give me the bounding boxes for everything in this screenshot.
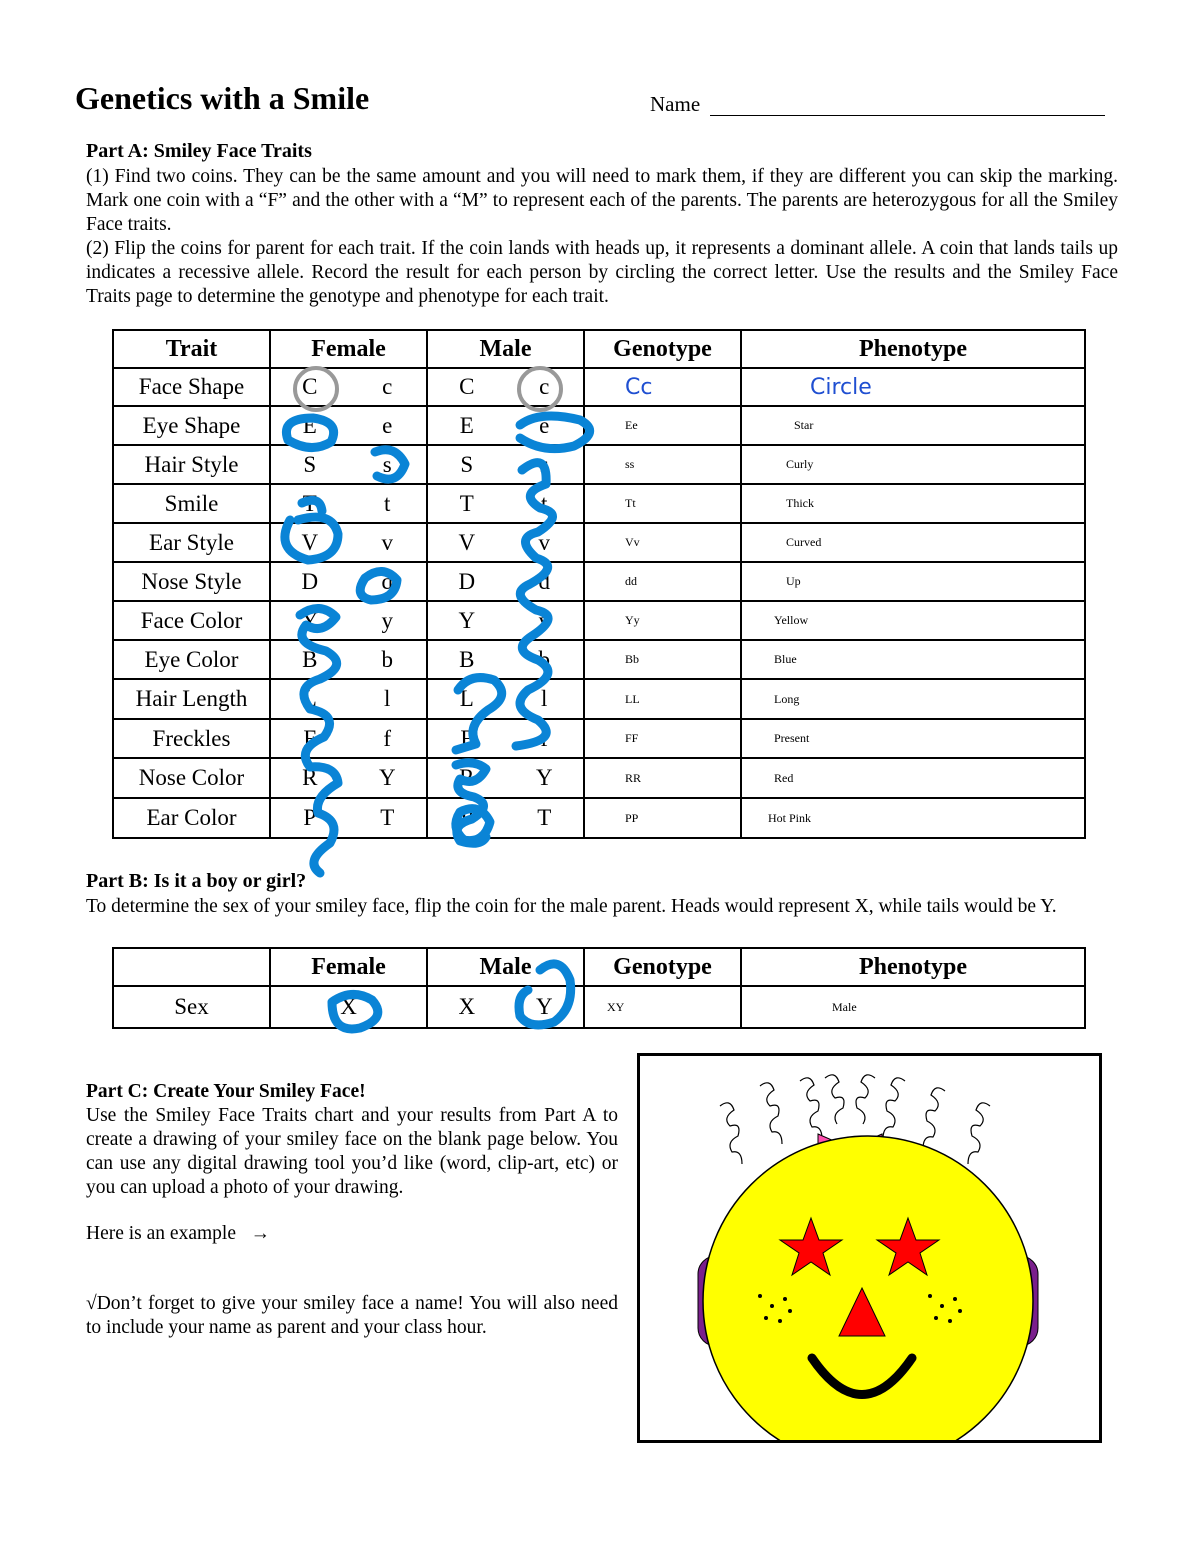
sex-trait: Sex: [113, 986, 270, 1028]
female-dominant-allele[interactable]: F: [303, 725, 317, 751]
genotype-cell[interactable]: PP: [584, 798, 741, 838]
trait-name: Face Shape: [113, 368, 270, 406]
sex-male[interactable]: [427, 986, 584, 1028]
female-alleles[interactable]: [270, 406, 427, 445]
part-b-paragraph: To determine the sex of your smiley face, flip the coin for the male parent. Heads would represent X, while tails would be Y.: [86, 896, 1057, 917]
part-c-heading: Part C: Create Your Smiley Face!: [86, 1081, 366, 1102]
female-recessive-allele[interactable]: v: [381, 529, 393, 555]
phenotype-cell[interactable]: Circle: [741, 368, 1085, 406]
male-recessive-allele[interactable]: t: [541, 490, 548, 516]
trait-name: Ear Color: [113, 798, 270, 838]
trait-name: Eye Color: [113, 640, 270, 679]
col-female: Female: [270, 330, 427, 368]
phenotype-cell[interactable]: Red: [741, 758, 1085, 798]
phenotype-cell[interactable]: Yellow: [741, 601, 1085, 640]
trait-name: Nose Color: [113, 758, 270, 798]
trait-name: Face Color: [113, 601, 270, 640]
sex-female-allele[interactable]: X: [340, 994, 357, 1019]
female-recessive-allele[interactable]: l: [384, 686, 391, 711]
female-dominant-allele[interactable]: R: [302, 765, 318, 790]
trait-name: Freckles: [113, 719, 270, 758]
female-alleles[interactable]: [270, 679, 427, 719]
male-alleles[interactable]: [427, 798, 584, 838]
name-label: Name: [650, 92, 701, 116]
male-alleles[interactable]: [427, 406, 584, 445]
trait-row: [113, 406, 1085, 445]
male-recessive-allele[interactable]: d: [538, 568, 550, 594]
name-field-line[interactable]: [710, 115, 1105, 116]
male-recessive-allele[interactable]: b: [538, 646, 550, 672]
male-alleles[interactable]: [427, 368, 584, 406]
sex-male-allele-2[interactable]: Y: [535, 994, 553, 1019]
female-recessive-allele[interactable]: s: [382, 451, 392, 477]
example-smiley-drawing: [640, 1056, 1099, 1440]
trait-name: Hair Style: [113, 445, 270, 484]
male-recessive-allele[interactable]: T: [537, 805, 552, 830]
phenotype-cell[interactable]: Long: [741, 679, 1085, 719]
female-dominant-allele[interactable]: C: [302, 374, 318, 399]
female-dominant-allele[interactable]: V: [301, 529, 319, 555]
sex-row: [113, 986, 1085, 1028]
example-smiley-frame: [637, 1053, 1102, 1443]
col-trait: Trait: [113, 330, 270, 368]
part-a-paragraph-1: (1) Find two coins. They can be the same amount and you will need to mark them, if they are different you can skip the marking. Mark one coin with a “F” and the other with a “M” to represent each of the parents. The parents are heterozygous for all the Smiley Face traits.: [86, 166, 1118, 235]
genotype-cell[interactable]: Bb: [584, 640, 741, 679]
male-alleles[interactable]: [427, 601, 584, 640]
female-recessive-allele[interactable]: b: [381, 646, 393, 672]
genotype-cell[interactable]: Cc: [584, 368, 741, 406]
trait-row: [113, 368, 1085, 406]
genotype-cell[interactable]: Vv: [584, 523, 741, 562]
part-b-heading: Part B: Is it a boy or girl?: [86, 870, 307, 892]
page-title: Genetics with a Smile: [75, 80, 370, 116]
female-alleles[interactable]: [270, 640, 427, 679]
genotype-cell[interactable]: LL: [584, 679, 741, 719]
example-label: Here is an example: [86, 1223, 236, 1244]
sex-phenotype[interactable]: Male: [741, 986, 1085, 1028]
trait-row: [113, 601, 1085, 640]
male-alleles[interactable]: [427, 719, 584, 758]
female-dominant-allele[interactable]: B: [302, 646, 318, 672]
sex-header-row: [113, 948, 1085, 986]
phenotype-cell[interactable]: Blue: [741, 640, 1085, 679]
female-dominant-allele[interactable]: D: [301, 568, 319, 594]
col-blank: [113, 948, 270, 986]
phenotype-cell[interactable]: Curved: [741, 523, 1085, 562]
genotype-cell[interactable]: FF: [584, 719, 741, 758]
male-dominant-allele[interactable]: L: [459, 686, 474, 711]
trait-row: [113, 484, 1085, 523]
female-alleles[interactable]: [270, 758, 427, 798]
trait-name: Ear Style: [113, 523, 270, 562]
male-dominant-allele[interactable]: E: [459, 412, 474, 438]
phenotype-cell[interactable]: Up: [741, 562, 1085, 601]
part-a-heading: Part A: Smiley Face Traits: [86, 140, 312, 162]
col-male: Male: [427, 330, 584, 368]
col-genotype: Genotype: [584, 948, 741, 986]
phenotype-cell[interactable]: Thick: [741, 484, 1085, 523]
male-recessive-allele[interactable]: f: [540, 725, 549, 751]
female-dominant-allele[interactable]: P: [303, 805, 317, 830]
genotype-cell[interactable]: RR: [584, 758, 741, 798]
col-genotype: Genotype: [584, 330, 741, 368]
sex-male-allele-1[interactable]: X: [458, 994, 476, 1019]
female-dominant-allele[interactable]: S: [303, 451, 317, 477]
female-recessive-allele[interactable]: f: [383, 725, 392, 751]
male-recessive-allele[interactable]: e: [539, 412, 550, 438]
male-recessive-allele[interactable]: y: [538, 607, 550, 633]
col-phenotype: Phenotype: [741, 948, 1085, 986]
male-dominant-allele[interactable]: R: [459, 765, 475, 790]
female-dominant-allele[interactable]: Y: [301, 607, 319, 633]
male-alleles[interactable]: [427, 445, 584, 484]
female-alleles[interactable]: [270, 484, 427, 523]
part-c-paragraph: Use the Smiley Face Traits chart and your results from Part A to create a drawing of your smiley face on the blank page below. You can use any digital drawing tool you’d like (word, clip-art, etc) or you can upload a photo of your drawing.: [86, 1105, 618, 1198]
male-dominant-allele[interactable]: S: [460, 451, 474, 477]
trait-name: Nose Style: [113, 562, 270, 601]
male-dominant-allele[interactable]: F: [460, 725, 474, 751]
trait-name: Hair Length: [113, 679, 270, 719]
female-alleles[interactable]: [270, 523, 427, 562]
sex-genotype[interactable]: XY: [584, 986, 741, 1028]
male-alleles[interactable]: [427, 758, 584, 798]
trait-row: [113, 679, 1085, 719]
trait-row: [113, 562, 1085, 601]
female-alleles[interactable]: [270, 368, 427, 406]
male-recessive-allele[interactable]: s: [539, 451, 549, 477]
female-alleles[interactable]: [270, 562, 427, 601]
example-line: [86, 1222, 618, 1246]
male-recessive-allele[interactable]: l: [541, 686, 548, 711]
traits-header-row: [113, 330, 1085, 368]
trait-row: [113, 640, 1085, 679]
female-alleles[interactable]: [270, 445, 427, 484]
female-recessive-allele[interactable]: d: [381, 568, 393, 594]
col-male: Male: [427, 948, 584, 986]
trait-name: Smile: [113, 484, 270, 523]
female-alleles[interactable]: [270, 601, 427, 640]
trait-row: [113, 758, 1085, 798]
trait-name: Eye Shape: [113, 406, 270, 445]
female-recessive-allele[interactable]: e: [382, 412, 393, 438]
genotype-cell[interactable]: ss: [584, 445, 741, 484]
trait-row: [113, 445, 1085, 484]
male-recessive-allele[interactable]: c: [539, 374, 550, 399]
phenotype-cell[interactable]: Star: [741, 406, 1085, 445]
traits-table: [112, 329, 1086, 839]
male-dominant-allele[interactable]: T: [459, 490, 474, 516]
female-recessive-allele[interactable]: c: [382, 374, 393, 399]
genotype-cell[interactable]: Yy: [584, 601, 741, 640]
male-alleles[interactable]: [427, 484, 584, 523]
phenotype-cell[interactable]: Hot Pink: [741, 798, 1085, 838]
col-phenotype: Phenotype: [741, 330, 1085, 368]
female-dominant-allele[interactable]: T: [302, 490, 317, 516]
male-dominant-allele[interactable]: P: [460, 805, 474, 830]
female-dominant-allele[interactable]: L: [302, 686, 317, 711]
genotype-cell[interactable]: Tt: [584, 484, 741, 523]
trait-row: [113, 523, 1085, 562]
male-alleles[interactable]: [427, 562, 584, 601]
male-dominant-allele[interactable]: B: [459, 646, 475, 672]
col-female: Female: [270, 948, 427, 986]
male-dominant-allele[interactable]: V: [458, 529, 476, 555]
male-dominant-allele[interactable]: Y: [458, 607, 476, 633]
male-dominant-allele[interactable]: D: [458, 568, 476, 594]
female-recessive-allele[interactable]: T: [380, 805, 395, 830]
male-recessive-allele[interactable]: Y: [535, 765, 553, 790]
genotype-cell[interactable]: dd: [584, 562, 741, 601]
male-alleles[interactable]: [427, 640, 584, 679]
trait-row: [113, 798, 1085, 838]
female-recessive-allele[interactable]: Y: [378, 765, 396, 790]
male-dominant-allele[interactable]: C: [459, 374, 475, 399]
female-alleles[interactable]: [270, 719, 427, 758]
female-alleles[interactable]: [270, 798, 427, 838]
female-dominant-allele[interactable]: E: [302, 412, 317, 438]
part-a-paragraph-2: (2) Flip the coins for parent for each trait. If the coin lands with heads up, it represents a dominant allele. A coin that lands tails up indicates a recessive allele. Record the result for each person by circling the correct letter. Use the results and the Smiley Face Traits page to determine the genotype and phenotype for each trait.: [86, 238, 1118, 307]
female-recessive-allele[interactable]: t: [384, 490, 391, 516]
phenotype-cell[interactable]: Present: [741, 719, 1085, 758]
trait-row: [113, 719, 1085, 758]
sex-table: [112, 947, 1086, 1029]
male-alleles[interactable]: [427, 523, 584, 562]
male-alleles[interactable]: [427, 679, 584, 719]
part-a-instructions: [86, 165, 1118, 309]
part-c-block: [86, 1080, 618, 1340]
phenotype-cell[interactable]: Curly: [741, 445, 1085, 484]
male-recessive-allele[interactable]: v: [538, 529, 550, 555]
genotype-cell[interactable]: Ee: [584, 406, 741, 445]
arrow-right-icon: →: [250, 1223, 271, 1244]
reminder-text: √Don’t forget to give your smiley face a name! You will also need to include your name as parent and your class hour.: [86, 1293, 618, 1338]
female-recessive-allele[interactable]: y: [381, 607, 393, 633]
sex-female[interactable]: [270, 986, 427, 1028]
